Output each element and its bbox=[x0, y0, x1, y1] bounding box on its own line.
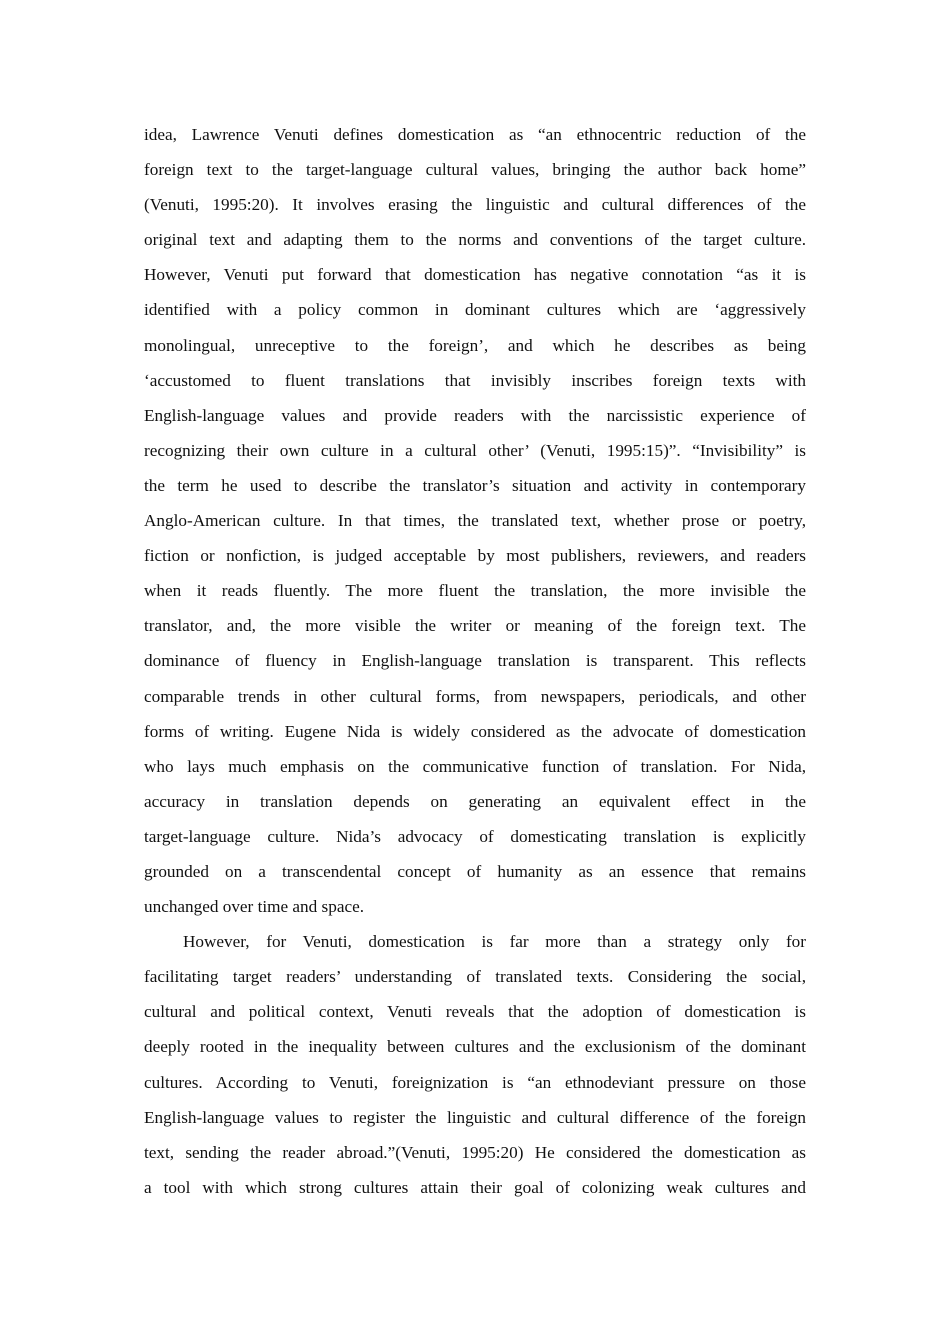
text-line: forms of writing. Eugene Nida is widely considered as the advocate of domestication bbox=[144, 721, 806, 741]
paragraph-1 bbox=[144, 121, 806, 928]
text-line: accuracy in translation depends on generating an equivalent effect in the bbox=[144, 791, 806, 811]
text-line: grounded on a transcendental concept of humanity as an essence that remains bbox=[144, 861, 806, 881]
text-line: deeply rooted in the inequality between cultures and the exclusionism of the dominant bbox=[144, 1037, 806, 1057]
text-line: translator, and, the more visible the writer or meaning of the foreign text. The bbox=[144, 616, 806, 636]
text-line: facilitating target readers’ understanding of translated texts. Considering the social, bbox=[144, 967, 806, 987]
text-line: target-language culture. Nida’s advocacy of domesticating translation is explicitly bbox=[144, 826, 806, 846]
text-line: cultures. According to Venuti, foreignization is “an ethnodeviant pressure on those bbox=[144, 1072, 806, 1092]
text-line: Anglo-American culture. In that times, the translated text, whether prose or poetry, bbox=[144, 511, 806, 531]
text-line: unchanged over time and space. bbox=[144, 897, 365, 917]
text-line: monolingual, unreceptive to the foreign’, and which he describes as being bbox=[144, 335, 806, 355]
paragraph-2 bbox=[144, 928, 806, 1209]
text-line: who lays much emphasis on the communicative function of translation. For Nida, bbox=[144, 756, 806, 776]
text-line: comparable trends in other cultural forms, from newspapers, periodicals, and other bbox=[144, 686, 806, 706]
text-line: idea, Lawrence Venuti defines domestication as “an ethnocentric reduction of the bbox=[144, 125, 806, 144]
text-line: foreign text to the target-language cultural values, bringing the author back home” bbox=[144, 160, 806, 180]
text-line: original text and adapting them to the norms and conventions of the target culture. bbox=[144, 230, 806, 250]
text-line: the term he used to describe the translator’s situation and activity in contemporary bbox=[144, 475, 806, 495]
text-line: ‘accustomed to fluent translations that invisibly inscribes foreign texts with bbox=[144, 370, 806, 390]
text-line: English-language values to register the linguistic and cultural difference of the foreign bbox=[144, 1107, 806, 1127]
body-text bbox=[144, 121, 806, 1209]
text-line: cultural and political context, Venuti reveals that the adoption of domestication is bbox=[144, 1002, 806, 1022]
text-line: identified with a policy common in dominant cultures which are ‘aggressively bbox=[144, 300, 806, 320]
text-line: a tool with which strong cultures attain their goal of colonizing weak cultures and bbox=[144, 1177, 806, 1197]
text-line: English-language values and provide readers with the narcissistic experience of bbox=[144, 405, 806, 425]
text-line: However, for Venuti, domestication is far more than a strategy only for bbox=[183, 932, 806, 952]
text-line: when it reads fluently. The more fluent the translation, the more invisible the bbox=[144, 581, 806, 601]
text-line: fiction or nonfiction, is judged acceptable by most publishers, reviewers, and readers bbox=[144, 546, 806, 566]
text-line: recognizing their own culture in a cultural other’ (Venuti, 1995:15)”. “Invisibility” is bbox=[144, 440, 806, 460]
text-line: dominance of fluency in English-language translation is transparent. This reflects bbox=[144, 651, 806, 671]
text-line: text, sending the reader abroad.”(Venuti, 1995:20) He considered the domestication as bbox=[144, 1142, 806, 1162]
text-line: (Venuti, 1995:20). It involves erasing the linguistic and cultural differences of the bbox=[144, 195, 806, 215]
text-line: However, Venuti put forward that domestication has negative connotation “as it is bbox=[144, 265, 806, 285]
